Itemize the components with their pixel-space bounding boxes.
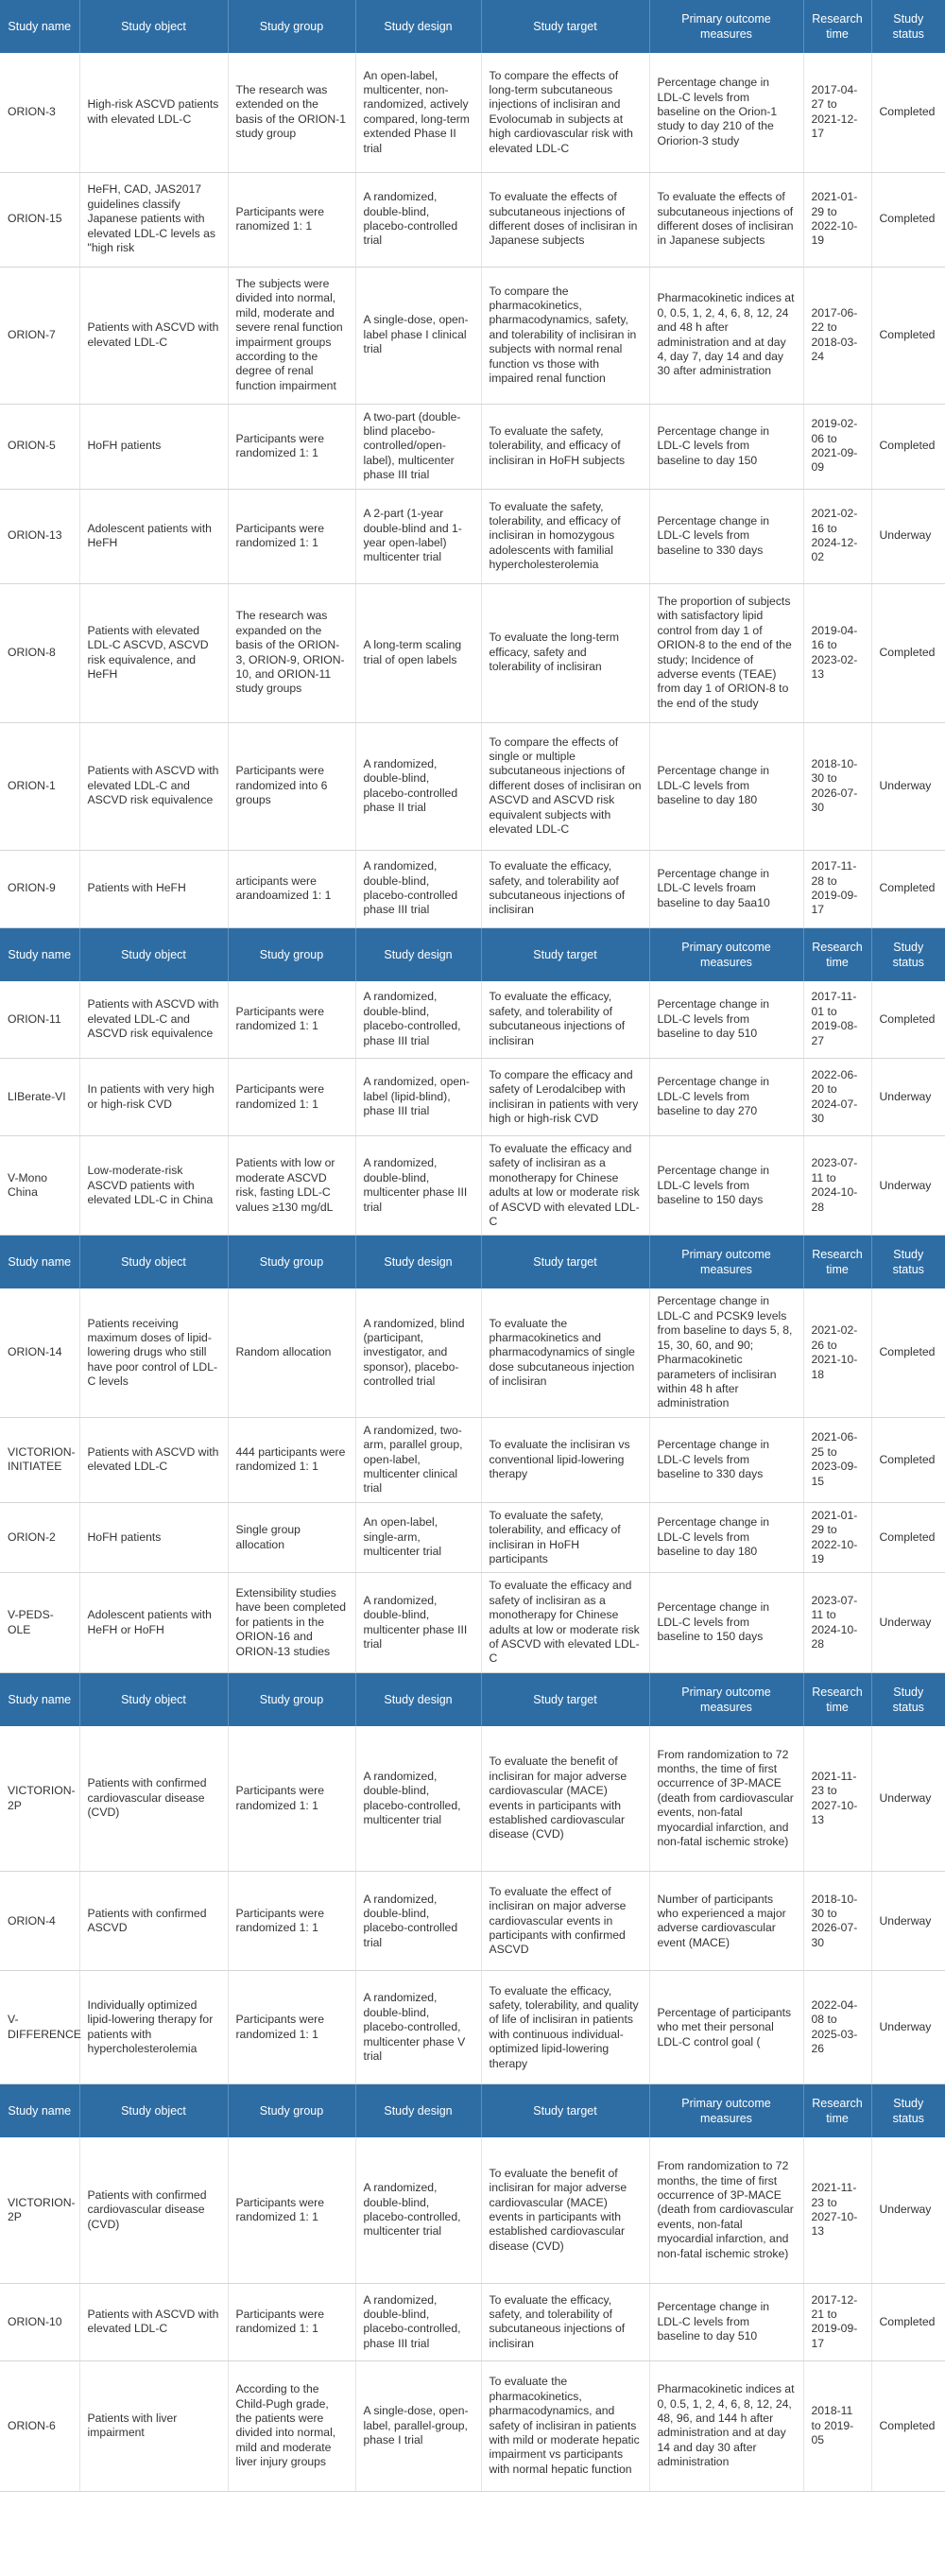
table-row (0, 583, 945, 722)
cell-study-group: Participants were randomized 1: 1 (228, 1971, 355, 2084)
cell-primary-outcome: Percentage change in LDL-C levels from baseline to day 150 (649, 404, 803, 489)
header-study-design: Study design (355, 2084, 481, 2138)
cell-study-design: A long-term scaling trial of open labels (355, 583, 481, 722)
cell-research-time: 2021-06-25 to 2023-09-15 (803, 1417, 871, 1502)
header-study-status: Study status (871, 1672, 945, 1726)
cell-study-target: To evaluate the safety, tolerability, and efficacy of inclisiran in homozygous adolescents with familial hypercholesterolemia (481, 489, 649, 583)
cell-study-design: A randomized, double-blind, placebo-controlled, multicenter trial (355, 1726, 481, 1872)
header-study-name: Study name (0, 1236, 79, 1289)
cell-study-status: Underway (871, 1059, 945, 1136)
cell-study-name: ORION-2 (0, 1502, 79, 1573)
cell-study-status: Completed (871, 850, 945, 927)
cell-study-status: Completed (871, 583, 945, 722)
table-row (0, 2137, 945, 2283)
cell-study-status: Completed (871, 1288, 945, 1417)
table-row (0, 981, 945, 1059)
table-row (0, 2283, 945, 2360)
cell-study-object: Patients with ASCVD with elevated LDL-C and ASCVD risk equivalence (79, 981, 228, 1059)
cell-research-time: 2022-04-08 to 2025-03-26 (803, 1971, 871, 2084)
header-study-target: Study target (481, 1236, 649, 1289)
cell-research-time: 2023-07-11 to 2024-10-28 (803, 1573, 871, 1672)
cell-study-target: To compare the efficacy and safety of Lerodalcibep with inclisiran in patients with very high or high-risk CVD (481, 1059, 649, 1136)
cell-study-object: Patients with confirmed cardiovascular disease (CVD) (79, 2137, 228, 2283)
cell-primary-outcome: To evaluate the effects of subcutaneous injections of different doses of inclisiran in Japanese subjects (649, 172, 803, 267)
header-research-time: Research time (803, 0, 871, 53)
header-study-target: Study target (481, 0, 649, 53)
cell-study-target: To evaluate the benefit of inclisiran for major adverse cardiovascular (MACE) events in participants with established cardiovascular disease (CVD) (481, 1726, 649, 1872)
cell-primary-outcome: Percentage change in LDL-C levels from baseline to day 510 (649, 2283, 803, 2360)
cell-research-time: 2021-02-16 to 2024-12-02 (803, 489, 871, 583)
header-study-object: Study object (79, 1236, 228, 1289)
cell-study-status: Underway (871, 1573, 945, 1672)
cell-study-group: Participants were randomized 1: 1 (228, 404, 355, 489)
header-study-name: Study name (0, 2084, 79, 2138)
header-study-name: Study name (0, 0, 79, 53)
cell-study-target: To compare the effects of single or multiple subcutaneous injections of different doses of inclisiran on ASCVD and ASCVD risk equivalent subjects with elevated LDL-C (481, 722, 649, 850)
cell-primary-outcome: Percentage change in LDL-C levels from baseline to 150 days (649, 1136, 803, 1236)
cell-study-group: The research was extended on the basis of the ORION-1 study group (228, 53, 355, 172)
cell-study-target: To evaluate the efficacy, safety, and tolerability of subcutaneous injections of inclisiran (481, 2283, 649, 2360)
header-row (0, 0, 945, 53)
header-primary-outcome: Primary outcome measures (649, 1672, 803, 1726)
cell-primary-outcome: Pharmacokinetic indices at 0, 0.5, 1, 2, 4, 6, 8, 12, 24, 48, 96, and 144 h after administration and at day 14 and day 30 after administration (649, 2360, 803, 2491)
cell-study-name: V-PEDS-OLE (0, 1573, 79, 1672)
cell-study-object: Patients receiving maximum doses of lipid-lowering drugs who still have poor control of LDL-C levels (79, 1288, 228, 1417)
cell-study-object: Low-moderate-risk ASCVD patients with elevated LDL-C in China (79, 1136, 228, 1236)
cell-study-target: To evaluate the efficacy, safety, and tolerability of subcutaneous injections of inclisiran (481, 981, 649, 1059)
cell-study-design: A two-part (double-blind placebo-controlled/open-label), multicenter phase III trial (355, 404, 481, 489)
cell-study-object: HoFH patients (79, 1502, 228, 1573)
cell-study-status: Completed (871, 981, 945, 1059)
cell-research-time: 2021-01-29 to 2022-10-19 (803, 1502, 871, 1573)
cell-research-time: 2018-10-30 to 2026-07-30 (803, 1872, 871, 1971)
header-study-group: Study group (228, 1236, 355, 1289)
cell-study-status: Underway (871, 1971, 945, 2084)
header-study-design: Study design (355, 1672, 481, 1726)
cell-study-design: A randomized, double-blind, placebo-controlled phase III trial (355, 850, 481, 927)
table-row (0, 1288, 945, 1417)
cell-study-name: ORION-8 (0, 583, 79, 722)
cell-study-group: Participants were randomized 1: 1 (228, 1872, 355, 1971)
cell-primary-outcome: Percentage change in LDL-C levels from baseline to day 270 (649, 1059, 803, 1136)
table-row (0, 722, 945, 850)
cell-study-target: To evaluate the effect of inclisiran on major adverse cardiovascular events in participants with confirmed ASCVD (481, 1872, 649, 1971)
cell-primary-outcome: From randomization to 72 months, the time of first occurrence of 3P-MACE (death from cardiovascular events, non-fatal myocardial infarction, and non-fatal ischemic stroke) (649, 1726, 803, 1872)
cell-research-time: 2018-10-30 to 2026-07-30 (803, 722, 871, 850)
cell-study-group: Participants were randomized 1: 1 (228, 1726, 355, 1872)
cell-study-group: The research was expanded on the basis of the ORION-3, ORION-9, ORION-10, and ORION-11 study groups (228, 583, 355, 722)
cell-study-status: Underway (871, 722, 945, 850)
header-primary-outcome: Primary outcome measures (649, 1236, 803, 1289)
cell-study-status: Completed (871, 267, 945, 404)
cell-study-status: Completed (871, 404, 945, 489)
cell-study-name: ORION-9 (0, 850, 79, 927)
cell-study-object: Patients with ASCVD with elevated LDL-C and ASCVD risk equivalence (79, 722, 228, 850)
cell-primary-outcome: Number of participants who experienced a major adverse cardiovascular event (MACE) (649, 1872, 803, 1971)
cell-study-design: A randomized, double-blind, placebo-controlled, phase III trial (355, 2283, 481, 2360)
cell-study-design: A single-dose, open-label phase I clinical trial (355, 267, 481, 404)
header-study-name: Study name (0, 927, 79, 981)
cell-research-time: 2017-11-01 to 2019-08-27 (803, 981, 871, 1059)
cell-study-name: ORION-10 (0, 2283, 79, 2360)
cell-research-time: 2022-06-20 to 2024-07-30 (803, 1059, 871, 1136)
cell-study-target: To evaluate the benefit of inclisiran for major adverse cardiovascular (MACE) events in participants with established cardiovascular disease (CVD) (481, 2137, 649, 2283)
cell-study-name: ORION-6 (0, 2360, 79, 2491)
header-study-status: Study status (871, 0, 945, 53)
cell-primary-outcome: Percentage change in LDL-C levels from baseline to day 510 (649, 981, 803, 1059)
cell-study-status: Completed (871, 1417, 945, 1502)
cell-study-object: Patients with HeFH (79, 850, 228, 927)
cell-primary-outcome: Percentage change in LDL-C levels from baseline to 330 days (649, 1417, 803, 1502)
cell-study-target: To evaluate the pharmacokinetics, pharmacodynamics, and safety of inclisiran in patients with mild or moderate hepatic impairment vs participants with normal hepatic function (481, 2360, 649, 2491)
cell-study-name: ORION-4 (0, 1872, 79, 1971)
table-row (0, 1136, 945, 1236)
cell-study-target: To evaluate the safety, tolerability, and efficacy of inclisiran in HoFH participants (481, 1502, 649, 1573)
header-row (0, 1672, 945, 1726)
header-research-time: Research time (803, 927, 871, 981)
table-row (0, 1726, 945, 1872)
header-study-object: Study object (79, 927, 228, 981)
cell-study-object: High-risk ASCVD patients with elevated LDL-C (79, 53, 228, 172)
cell-study-status: Underway (871, 489, 945, 583)
cell-research-time: 2017-11-28 to 2019-09-17 (803, 850, 871, 927)
table-row (0, 850, 945, 927)
cell-study-target: To evaluate the effects of subcutaneous injections of different doses of inclisiran in Japanese subjects (481, 172, 649, 267)
header-primary-outcome: Primary outcome measures (649, 927, 803, 981)
cell-study-status: Completed (871, 1502, 945, 1573)
header-study-object: Study object (79, 0, 228, 53)
cell-study-object: Patients with liver impairment (79, 2360, 228, 2491)
cell-study-group: Extensibility studies have been completed for patients in the ORION-16 and ORION-13 studies (228, 1573, 355, 1672)
cell-study-name: VICTORION-2P (0, 2137, 79, 2283)
cell-study-object: Patients with confirmed ASCVD (79, 1872, 228, 1971)
cell-study-group: Participants were randomized 1: 1 (228, 981, 355, 1059)
header-study-design: Study design (355, 1236, 481, 1289)
cell-study-object: Adolescent patients with HeFH or HoFH (79, 1573, 228, 1672)
cell-study-object: In patients with very high or high-risk CVD (79, 1059, 228, 1136)
cell-study-design: An open-label, multicenter, non-randomized, actively compared, long-term extended Phase II trial (355, 53, 481, 172)
header-study-object: Study object (79, 2084, 228, 2138)
cell-research-time: 2021-11-23 to 2027-10-13 (803, 2137, 871, 2283)
cell-study-design: A randomized, double-blind, multicenter phase III trial (355, 1136, 481, 1236)
cell-study-target: To compare the pharmacokinetics, pharmacodynamics, safety, and tolerability of inclisiran in subjects with normal renal function vs those with impaired renal function (481, 267, 649, 404)
cell-study-group: Participants were randomized into 6 groups (228, 722, 355, 850)
cell-primary-outcome: Percentage change in LDL-C levels from baseline to day 180 (649, 722, 803, 850)
cell-study-target: To compare the effects of long-term subcutaneous injections of inclisiran and Evolocumab in subjects at high cardiovascular risk with elevated LDL-C (481, 53, 649, 172)
cell-study-group: Patients with low or moderate ASCVD risk, fasting LDL-C values ≥130 mg/dL (228, 1136, 355, 1236)
cell-study-object: Individually optimized lipid-lowering therapy for patients with hypercholesterolemia (79, 1971, 228, 2084)
cell-study-status: Underway (871, 1872, 945, 1971)
cell-study-design: A 2-part (1-year double-blind and 1-year open-label) multicenter trial (355, 489, 481, 583)
header-study-group: Study group (228, 2084, 355, 2138)
cell-research-time: 2017-06-22 to 2018-03-24 (803, 267, 871, 404)
cell-primary-outcome: Percentage change in LDL-C levels from baseline to 330 days (649, 489, 803, 583)
header-research-time: Research time (803, 1672, 871, 1726)
cell-study-name: ORION-11 (0, 981, 79, 1059)
header-primary-outcome: Primary outcome measures (649, 0, 803, 53)
cell-study-object: Adolescent patients with HeFH (79, 489, 228, 583)
cell-study-target: To evaluate the efficacy, safety, tolerability, and quality of life of inclisiran in patients with continuous individual-optimized lipid-lowering therapy (481, 1971, 649, 2084)
cell-research-time: 2017-04-27 to 2021-12-17 (803, 53, 871, 172)
cell-study-design: A randomized, blind (participant, investigator, and sponsor), placebo-controlled trial (355, 1288, 481, 1417)
header-study-design: Study design (355, 0, 481, 53)
cell-research-time: 2021-02-26 to 2021-10-18 (803, 1288, 871, 1417)
table-row (0, 53, 945, 172)
cell-primary-outcome: Percentage change in LDL-C levels from baseline on the Orion-1 study to day 210 of the Oriorion-3 study (649, 53, 803, 172)
cell-study-name: VICTORION-2P (0, 1726, 79, 1872)
cell-study-design: A randomized, double-blind, multicenter phase III trial (355, 1573, 481, 1672)
cell-research-time: 2021-11-23 to 2027-10-13 (803, 1726, 871, 1872)
cell-research-time: 2023-07-11 to 2024-10-28 (803, 1136, 871, 1236)
cell-study-object: HoFH patients (79, 404, 228, 489)
cell-study-name: ORION-5 (0, 404, 79, 489)
header-study-group: Study group (228, 1672, 355, 1726)
header-study-object: Study object (79, 1672, 228, 1726)
table-row (0, 489, 945, 583)
cell-research-time: 2019-04-16 to 2023-02-13 (803, 583, 871, 722)
table-row (0, 1059, 945, 1136)
cell-primary-outcome: Percentage change in LDL-C levels froam baseline to day 5aa10 (649, 850, 803, 927)
header-primary-outcome: Primary outcome measures (649, 2084, 803, 2138)
cell-research-time: 2019-02-06 to 2021-09-09 (803, 404, 871, 489)
cell-study-group: Participants were randomized 1: 1 (228, 2137, 355, 2283)
cell-study-object: Patients with elevated LDL-C ASCVD, ASCVD risk equivalence, and HeFH (79, 583, 228, 722)
cell-study-design: A randomized, double-blind, placebo-controlled, phase III trial (355, 981, 481, 1059)
cell-study-group: According to the Child-Pugh grade, the patients were divided into normal, mild and moderate liver injury groups (228, 2360, 355, 2491)
table-row (0, 172, 945, 267)
cell-study-name: ORION-7 (0, 267, 79, 404)
cell-primary-outcome: The proportion of subjects with satisfactory lipid control from day 1 of ORION-8 to the end of the study; Incidence of adverse events (TEAE) from day 1 of ORION-8 to the end of the study (649, 583, 803, 722)
cell-study-target: To evaluate the efficacy and safety of inclisiran as a monotherapy for Chinese adults at low or moderate risk of ASCVD with elevated LDL-C (481, 1136, 649, 1236)
cell-research-time: 2018-11 to 2019-05 (803, 2360, 871, 2491)
header-study-target: Study target (481, 1672, 649, 1726)
cell-primary-outcome: Pharmacokinetic indices at 0, 0.5, 1, 2, 4, 6, 8, 12, 24 and 48 h after administration and at day 4, day 7, day 14 and day 30 after administration (649, 267, 803, 404)
cell-study-design: A randomized, open-label (lipid-blind), phase III trial (355, 1059, 481, 1136)
table-row (0, 1502, 945, 1573)
header-study-status: Study status (871, 927, 945, 981)
cell-study-design: An open-label, single-arm, multicenter trial (355, 1502, 481, 1573)
cell-study-group: 444 participants were randomized 1: 1 (228, 1417, 355, 1502)
cell-study-status: Underway (871, 1726, 945, 1872)
cell-study-group: Single group allocation (228, 1502, 355, 1573)
cell-study-name: V-Mono China (0, 1136, 79, 1236)
cell-study-status: Underway (871, 1136, 945, 1236)
cell-study-group: Participants were randomized 1: 1 (228, 2283, 355, 2360)
header-row (0, 927, 945, 981)
cell-primary-outcome: Percentage change in LDL-C levels from baseline to day 180 (649, 1502, 803, 1573)
header-row (0, 1236, 945, 1289)
table-row (0, 2360, 945, 2491)
cell-study-design: A randomized, two-arm, parallel group, open-label, multicenter clinical trial (355, 1417, 481, 1502)
header-study-group: Study group (228, 0, 355, 53)
cell-study-status: Completed (871, 172, 945, 267)
header-research-time: Research time (803, 1236, 871, 1289)
table-row (0, 1872, 945, 1971)
header-study-name: Study name (0, 1672, 79, 1726)
cell-study-name: LIBerate-VI (0, 1059, 79, 1136)
cell-study-status: Completed (871, 53, 945, 172)
cell-study-object: Patients with confirmed cardiovascular disease (CVD) (79, 1726, 228, 1872)
cell-study-group: articipants were arandoamized 1: 1 (228, 850, 355, 927)
table-row (0, 1417, 945, 1502)
cell-study-design: A randomized, double-blind, placebo-controlled phase II trial (355, 722, 481, 850)
header-study-target: Study target (481, 927, 649, 981)
cell-study-name: ORION-1 (0, 722, 79, 850)
cell-study-name: ORION-13 (0, 489, 79, 583)
cell-primary-outcome: Percentage change in LDL-C and PCSK9 levels from baseline to days 5, 8, 15, 30, 60, and 90; Pharmacokinetic parameters of inclisiran within 48 h after administration (649, 1288, 803, 1417)
header-row (0, 2084, 945, 2138)
header-study-status: Study status (871, 1236, 945, 1289)
cell-study-design: A single-dose, open-label, parallel-group, phase I trial (355, 2360, 481, 2491)
cell-study-object: Patients with ASCVD with elevated LDL-C (79, 1417, 228, 1502)
cell-study-target: To evaluate the pharmacokinetics and pharmacodynamics of single dose subcutaneous injection of inclisiran (481, 1288, 649, 1417)
cell-primary-outcome: From randomization to 72 months, the time of first occurrence of 3P-MACE (death from cardiovascular events, non-fatal myocardial infarction, and non-fatal ischemic stroke) (649, 2137, 803, 2283)
cell-primary-outcome: Percentage change in LDL-C levels from baseline to 150 days (649, 1573, 803, 1672)
cell-study-group: Participants were randomized 1: 1 (228, 489, 355, 583)
cell-study-object: Patients with ASCVD with elevated LDL-C (79, 2283, 228, 2360)
cell-study-name: VICTORION-INITIATEE (0, 1417, 79, 1502)
cell-study-name: V-DIFFERENCE (0, 1971, 79, 2084)
cell-study-group: The subjects were divided into normal, mild, moderate and severe renal function impairment groups according to the degree of renal function impairment (228, 267, 355, 404)
table-row (0, 267, 945, 404)
cell-study-design: A randomized, double-blind, placebo-controlled, multicenter trial (355, 2137, 481, 2283)
cell-study-target: To evaluate the long-term efficacy, safety and tolerability of inclisiran (481, 583, 649, 722)
cell-study-design: A randomized, double-blind, placebo-controlled trial (355, 172, 481, 267)
cell-study-group: Participants were randomized 1: 1 (228, 1059, 355, 1136)
table-row (0, 1971, 945, 2084)
cell-study-target: To evaluate the efficacy and safety of inclisiran as a monotherapy for Chinese adults at low or moderate risk of ASCVD with elevated LDL-C (481, 1573, 649, 1672)
header-research-time: Research time (803, 2084, 871, 2138)
cell-research-time: 2017-12-21 to 2019-09-17 (803, 2283, 871, 2360)
header-study-target: Study target (481, 2084, 649, 2138)
cell-study-design: A randomized, double-blind, placebo-controlled trial (355, 1872, 481, 1971)
header-study-group: Study group (228, 927, 355, 981)
cell-study-name: ORION-14 (0, 1288, 79, 1417)
header-study-design: Study design (355, 927, 481, 981)
cell-study-group: Random allocation (228, 1288, 355, 1417)
cell-study-object: HeFH, CAD, JAS2017 guidelines classify Japanese patients with elevated LDL-C levels as "high risk (79, 172, 228, 267)
cell-research-time: 2021-01-29 to 2022-10-19 (803, 172, 871, 267)
cell-study-target: To evaluate the inclisiran vs conventional lipid-lowering therapy (481, 1417, 649, 1502)
cell-study-design: A randomized, double-blind, placebo-controlled, multicenter phase V trial (355, 1971, 481, 2084)
cell-study-name: ORION-15 (0, 172, 79, 267)
cell-study-target: To evaluate the safety, tolerability, and efficacy of inclisiran in HoFH subjects (481, 404, 649, 489)
cell-study-status: Underway (871, 2137, 945, 2283)
cell-study-status: Completed (871, 2283, 945, 2360)
cell-study-target: To evaluate the efficacy, safety, and tolerability aof subcutaneous injections of inclisiran (481, 850, 649, 927)
cell-study-object: Patients with ASCVD with elevated LDL-C (79, 267, 228, 404)
header-study-status: Study status (871, 2084, 945, 2138)
cell-study-status: Completed (871, 2360, 945, 2491)
cell-study-name: ORION-3 (0, 53, 79, 172)
cell-primary-outcome: Percentage of participants who met their personal LDL-C control goal ( (649, 1971, 803, 2084)
cell-study-group: Participants were ranomized 1: 1 (228, 172, 355, 267)
table-row (0, 1573, 945, 1672)
table-row (0, 404, 945, 489)
